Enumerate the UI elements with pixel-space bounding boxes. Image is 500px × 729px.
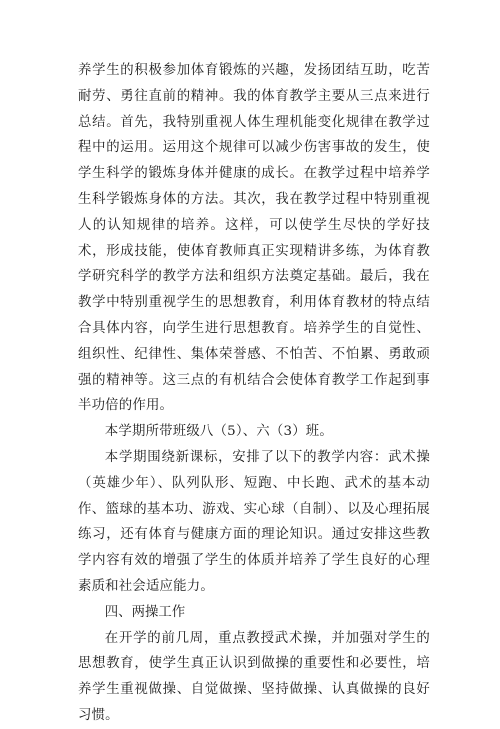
paragraph-summary: 养学生的积极参加体育锻炼的兴趣，发扬团结互助，吃苦耐劳、勇往直前的精神。我的体育教学主要从三点来进行总结。首先，我特别重视人体生理机能变化规律在教学过程中的运用。运用这个规律可以减少伤害事故的发生，使学生科学的锻炼身体并健康的成长。在教学过程中培养学生科学锻炼身体的方法。其次，我在教学过程中特别重视人的认知规律的培养。这样，可以使学生尽快的学好技术，形成技能，使体育教师真正实现精讲多练，为体育教学研究科学的教学方法和组织方法奠定基础。最后，我在教学中特别重视学生的思想教育，利用体育教材的特点结合具体内容，向学生进行思想教育。培养学生的自觉性、组织性、纪律性、集体荣誉感、不怕苦、不怕累、勇敢顽强的精神等。这三点的有机结合会使体育教学工作起到事半功倍的作用。 — [78, 63, 430, 414]
document-page — [78, 58, 430, 729]
paragraph-classes: 本学期所带班级八（5）、六（3）班。 — [104, 424, 333, 440]
section-heading: 四、两操工作 — [104, 604, 186, 620]
paragraph-exercise-work: 在开学的前几周，重点教授武术操，并加强对学生的思想教育，使学生真正认识到做操的重要性和必要性，培养学生重视做操、自觉做操、坚持做操、认真做操的良好习惯。 — [78, 630, 430, 723]
paragraph-teaching-content: 本学期围绕新课标，安排了以下的教学内容：武术操（英雄少年）、队列队形、短跑、中长跑、武术的基本动作、篮球的基本功、游戏、实心球（自制）、以及心理拓展练习，还有体育与健康方面的理论知识。通过安排这些教学内容有效的增强了学生的体质并培养了学生良好的心理素质和社会适应能力。 — [78, 449, 430, 594]
